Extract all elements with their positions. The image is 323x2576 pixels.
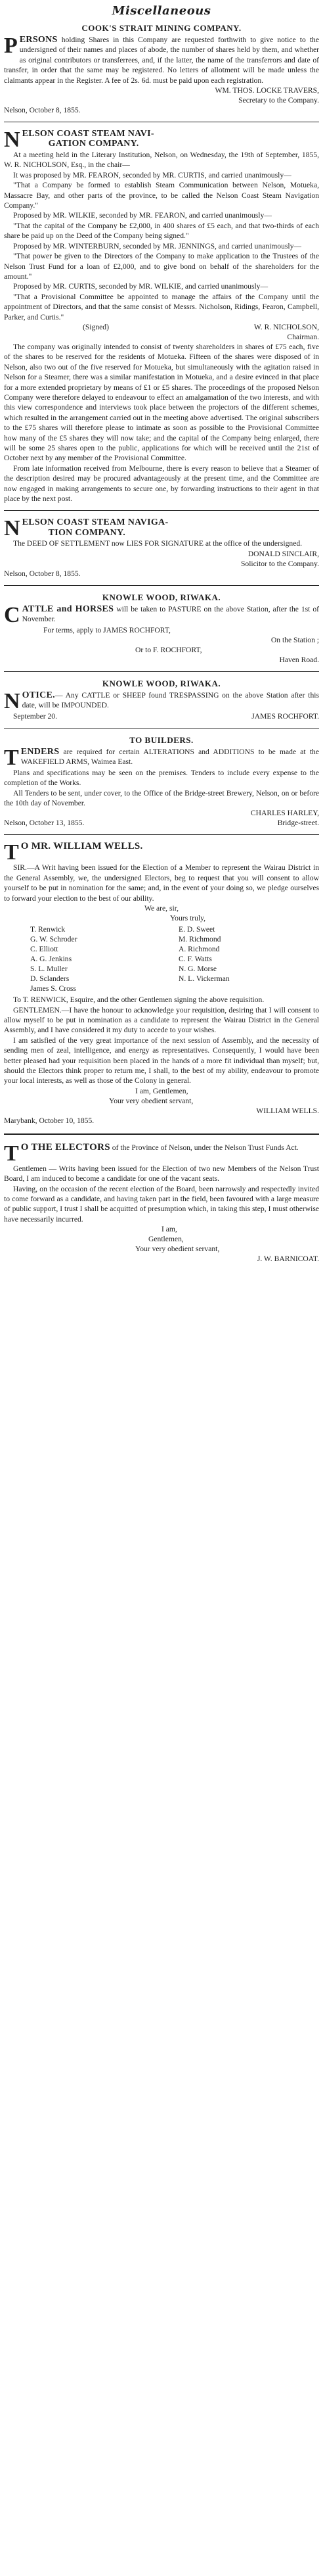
- heading-lead: O THE ELECTORS: [20, 1141, 110, 1153]
- dateline: September 20.: [13, 711, 57, 721]
- divider: [4, 585, 319, 586]
- heading-lead: ELSON COAST STEAM NAVIGA-: [22, 517, 169, 528]
- signatory: M. Richmond: [179, 935, 221, 944]
- on-station-line: On the Station ;: [270, 635, 319, 644]
- advert-body: [4, 690, 319, 711]
- paragraph: Proposed by MR. WILKIE, seconded by MR. FEARON, and carried unanimously—: [13, 211, 272, 220]
- signer-name: CHARLES HARLEY,: [250, 809, 319, 818]
- advert-body: [4, 745, 319, 770]
- signatory: A. Richmond: [179, 945, 220, 954]
- we-are-line: We are, sir,: [144, 904, 179, 913]
- signatory: D. Sclanders: [30, 974, 70, 984]
- newspaper-column: [4, 0, 319, 1270]
- closing-line: Your very obedient servant,: [135, 1245, 220, 1254]
- signature-block: [4, 85, 319, 105]
- dateline: Nelson, October 8, 1855.: [4, 569, 81, 578]
- lead-word: ENDERS: [20, 746, 60, 757]
- paragraph: The DEED OF SETTLEMENT now LIES FOR SIGNATURE at the office of the undersigned.: [13, 539, 303, 548]
- signatory: C. F. Watts: [179, 955, 212, 964]
- advert-body: [4, 35, 319, 85]
- body-text: will be taken to PASTURE on the above Station, after the 1st of November.: [22, 604, 319, 624]
- advert-heading: COOK'S STRAIT MINING COMPANY.: [81, 23, 242, 33]
- advert-to-william-wells: [4, 842, 319, 1125]
- paragraph: From late information received from Melbourne, there is every reason to believe that a Steamer of the description desired may be procured advantageously at the present time, and the Committee are now engaged in making arrangements to secure one, by forwarding instructions to their agent in that place by the next post.: [4, 464, 319, 504]
- paragraph: GENTLEMEN.—I have the honour to acknowledge your requisition, desiring that I will consent to allow myself to be put in nomination as a candidate to represent the Wairau District in the General Assembly, and I have considered it my duty to accede to your wishes.: [4, 1005, 319, 1035]
- resolution-quote: "That a Provisional Committee be appointed to manage the affairs of the Company until the appointment of Directors, and that the same consist of Messrs. Nicholson, Ridings, Fearon, Campbell, Parker, and Curtis.": [4, 292, 319, 322]
- divider: [4, 1133, 319, 1135]
- advert-deed-of-settlement: [4, 517, 319, 578]
- dateline: Marybank, October 10, 1855.: [4, 1116, 95, 1125]
- dateline: Nelson, October 8, 1855.: [4, 106, 81, 115]
- advert-heading: KNOWLE WOOD, RIWAKA.: [102, 592, 221, 602]
- body-text: holding Shares in this Company are requested forthwith to give notice to the undersigned of their names and places of abode, the number of shares held by them, and whether as original contributors or transferrees, and, if the latter, the name of the transferrors and date of transfer, in order that the same may be registered. No letters of allotment will be made unless the claimants appear in the Register. A fee of 2s. 6d. must be paid upon each registration.: [4, 36, 319, 85]
- closing-line: Your very obedient servant,: [109, 1096, 194, 1105]
- heading-rest: GATION COMPANY.: [48, 139, 139, 149]
- divider: [4, 671, 319, 672]
- signed-name: W. R. NICHOLSON,: [253, 322, 319, 331]
- body-text: are required for certain ALTERATIONS and ADDITIONS to be made at the WAKEFIELD ARMS, Waimea East.: [20, 747, 319, 767]
- signatories-right: [179, 924, 319, 993]
- paragraph: At a meeting held in the Literary Institution, Nelson, on Wednesday, the 19th of September, 1855, W. R. NICHOLSON, Esq., in the chair—: [4, 151, 319, 170]
- paragraph: All Tenders to be sent, under cover, to the Office of the Bridge-street Brewery, Nelson, on or before the 10th day of November.: [4, 788, 319, 808]
- resolution-quote: "That a Company be formed to establish Steam Communication between Nelson, Motueka, Massacre Bay, and other parts of the province, to be called the Nelson Coast Steam Navigation Company.": [4, 181, 319, 210]
- terms-line: For terms, apply to JAMES ROCHFORT,: [43, 625, 171, 634]
- advert-body: [4, 604, 319, 625]
- heading-rest: TION COMPANY.: [48, 527, 126, 538]
- signatory: N. L. Vickerman: [179, 974, 230, 984]
- signer-role: Secretary to the Company.: [238, 96, 319, 105]
- column-title: Miscellaneous: [112, 4, 211, 18]
- signatory: G. W. Schroder: [30, 935, 77, 944]
- closing-line: I am,: [162, 1225, 177, 1234]
- lead-word: ERSONS: [19, 35, 58, 45]
- dateline: Nelson, October 13, 1855.: [4, 819, 85, 828]
- drop-cap: T: [4, 1141, 19, 1166]
- signature-block: [4, 549, 319, 569]
- heading-rest: of the Province of Nelson, under the Nelson Trust Funds Act.: [112, 1143, 299, 1152]
- lead-word: OTICE.: [22, 690, 55, 700]
- resolution-quote: "That power be given to the Directors of the Company to make application to the Trustees of the Nelson Trust Fund for a loan of £2,000, and to give bond on behalf of the shareholders for the amount.": [4, 252, 319, 281]
- lead-word: ATTLE and HORSES: [22, 604, 114, 614]
- paragraph: Having, on the occasion of the recent election of the Board, been narrowsly and respectedly invited to come forward as a candidate, and having taken part in the field, been favoured with a large measure of public support, I trust I shall be acquitted of presumption which, in taking this step, I must otherwise have necessarily incurred.: [4, 1184, 319, 1224]
- signatory: E. D. Sweet: [179, 925, 215, 934]
- divider: [4, 834, 319, 835]
- advert-knowle-wood-pasture: [4, 592, 319, 665]
- yours-line: Yours truly,: [169, 914, 206, 923]
- drop-cap: P: [4, 34, 18, 58]
- body-text: — Any CATTLE or SHEEP found TRESPASSING on the above Station after this date, will be IMPOUNDED.: [22, 690, 319, 710]
- signed-line: [4, 322, 319, 332]
- drop-cap: T: [4, 840, 19, 865]
- advert-to-builders: [4, 735, 319, 828]
- paragraph: Plans and specifications may be seen on the premises. Tenders to include every expense to the completion of the Works.: [4, 768, 319, 788]
- signatory: A. G. Jenkins: [30, 955, 72, 964]
- signatories-list: [4, 923, 319, 995]
- drop-cap: N: [4, 516, 20, 541]
- paragraph: SIR.—A Writ having been issued for the Election of a Member to represent the Wairau District in the General Assembly, we, the undersigned Electors, beg to request that you will consent to allow yourself to be put in nomination for the same; and, in the event of your doing so, we pledge ourselves to forward your election to the best of our ability.: [4, 863, 319, 903]
- signatory: T. Renwick: [30, 925, 66, 934]
- closing-line: I am, Gentlemen,: [135, 1086, 188, 1095]
- signatory: C. Elliott: [30, 945, 58, 954]
- heading-lead: ELSON COAST STEAM NAVI-: [22, 129, 154, 139]
- drop-cap: N: [4, 688, 20, 713]
- place: Bridge-street.: [277, 819, 319, 828]
- signed-role: Chairman.: [287, 332, 319, 341]
- resolution-quote: "That the capital of the Company be £2,000, in 400 shares of £5 each, and that two-thirds of each share be paid up on the Deed of the Company being signed.": [4, 221, 319, 241]
- signer-name: WILLIAM WELLS.: [256, 1106, 319, 1115]
- advert-to-the-electors: [4, 1143, 319, 1264]
- divider: [4, 510, 319, 511]
- paragraph: Proposed by MR. WINTERBURN, seconded by MR. JENNINGS, and carried unanimously—: [13, 241, 302, 250]
- closing-line: Gentlemen,: [148, 1235, 184, 1244]
- heading-lead: O MR. WILLIAM WELLS.: [20, 841, 143, 852]
- advert-heading: TO BUILDERS.: [129, 734, 194, 745]
- signer-name: J. W. BARNICOAT.: [257, 1254, 319, 1264]
- advert-heading: [4, 516, 319, 541]
- signer-role: Solicitor to the Company.: [240, 559, 319, 568]
- place-line: Haven Road.: [279, 655, 319, 664]
- signed-label: (Signed): [83, 322, 109, 331]
- advert-cooks-strait-mining: [4, 23, 319, 115]
- advert-knowle-wood-notice: [4, 679, 319, 721]
- or-to-line: Or to F. ROCHFORT,: [135, 645, 202, 654]
- signatory: N. G. Morse: [179, 965, 217, 974]
- signatory: S. L. Muller: [30, 965, 68, 974]
- paragraph: Proposed by MR. CURTIS, seconded by MR. WILKIE, and carried unanimously—: [13, 282, 269, 291]
- paragraph: To T. RENWICK, Esquire, and the other Gentlemen signing the above requisition.: [13, 995, 265, 1005]
- paragraph: It was proposed by MR. FEARON, seconded by MR. CURTIS, and carried unanimously—: [13, 170, 291, 179]
- signer-name: JAMES ROCHFORT.: [251, 711, 319, 721]
- signatory: James S. Cross: [30, 984, 76, 993]
- drop-cap: N: [4, 128, 20, 153]
- advert-heading: [4, 1141, 319, 1166]
- advert-nelson-coast-steam-meeting: [4, 129, 319, 504]
- signer-name: WM. THOS. LOCKE TRAVERS,: [215, 86, 319, 95]
- date-signer-line: [4, 711, 319, 721]
- signatories-left: [30, 924, 171, 993]
- signer-name: DONALD SINCLAIR,: [248, 549, 319, 558]
- paragraph: I am satisfied of the very great importance of the next session of Assembly, and the necessity of sending men of zeal, intelligence, and energy as representatives. Consequently, I would have been better pleased had your requisition been placed in the hands of a more fit individual than myself; but, should the Electors think proper to return me, I shall, to the best of my ability, endeavour to promote your local interests, as well as those of the Colony in general.: [4, 1036, 319, 1085]
- paragraph: The company was originally intended to consist of twenty shareholders in shares of £75 each, five of the shares to be reserved for the residents of Motueka. Fifteen of the shares were disposed of in Nelson, also two out of the five reserved for Motueka, but simultaneously with the agitation raised in Nelson for a Steamer, there was a similar manifestation in Motueka, and a desire evinced in that place for a more extended proprietary by means of £1 or £5 shares. The proceedings of the proposed Nelson Company were therefore delayed to endeavour to effect an amalgamation of the two interests, and with this view correspondence and interviews took place between the projectors of the different schemes, which resulted in the arrangement carried out in the meeting above advertised. The original subscribers to the £75 shares will therefore please to intimate as soon as possible to the Provisional Committee how many of the £5 shares they will now take; and the capital of the Company being enlarged, there will be some 25 shares open to the public, applications for which will be received until the 21st of October next by any member of the Provisional Committee.: [4, 342, 319, 463]
- advert-heading: [4, 840, 319, 865]
- paragraph: Gentlemen — Writs having been issued for the Election of two new Members of the Nelson Trust Board, I am induced to become a candidate for one of the vacant seats.: [4, 1164, 319, 1183]
- date-place-line: [4, 818, 319, 828]
- drop-cap: C: [4, 602, 20, 627]
- advert-heading: KNOWLE WOOD, RIWAKA.: [102, 678, 221, 688]
- drop-cap: T: [4, 745, 19, 770]
- advert-heading: [4, 128, 319, 153]
